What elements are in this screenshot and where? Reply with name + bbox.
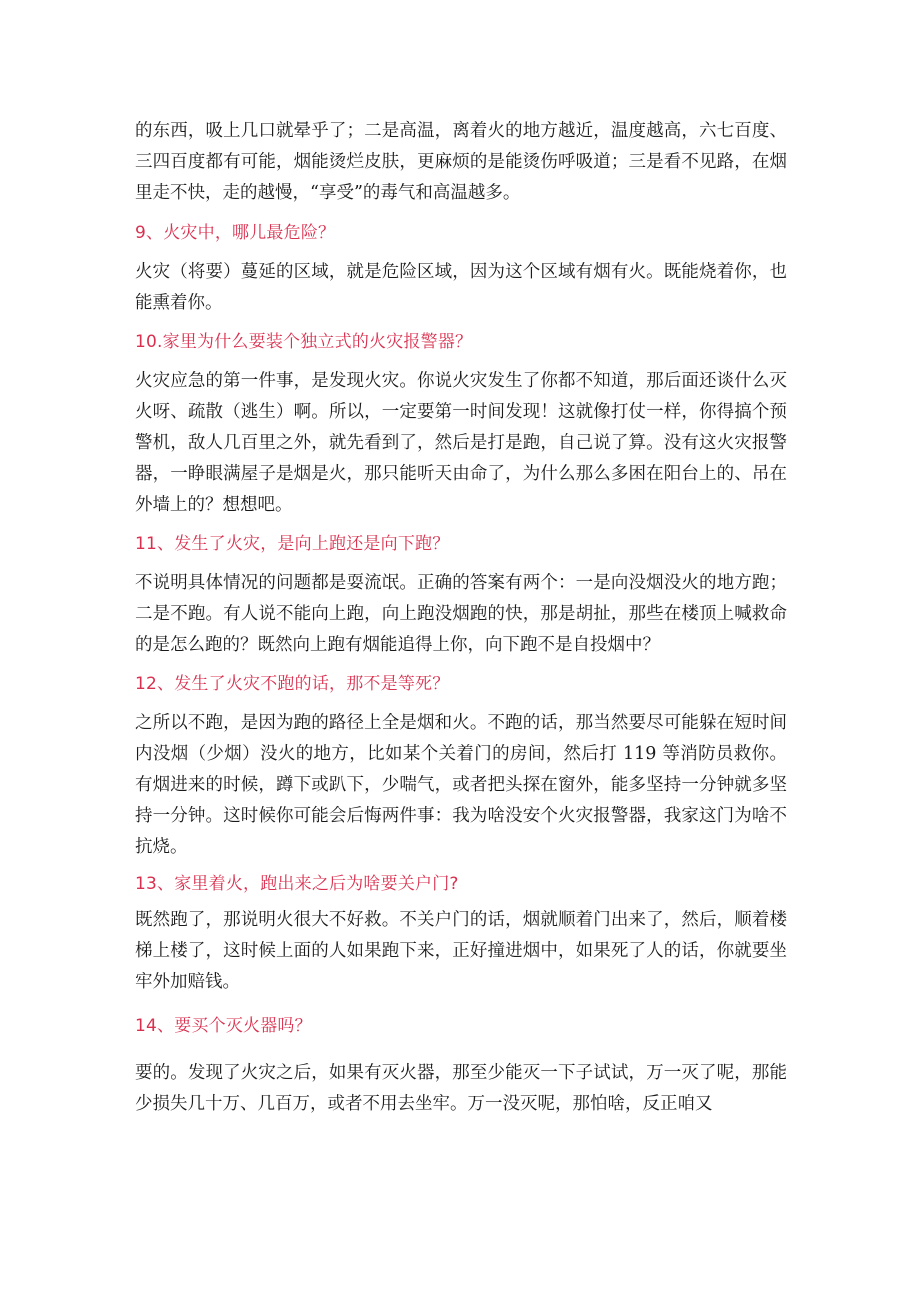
document-page	[135, 116, 787, 1120]
answer-paragraph-13: 既然跑了，那说明火很大不好救。不关户门的话，烟就顺着门出来了，然后，顺着楼梯上楼了，这时候上面的人如果跑下来，正好撞进烟中，如果死了人的话，你就要坐牢外加赔钱。	[135, 910, 787, 992]
question-heading-12: 12、发生了火灾不跑的话，那不是等死？	[135, 674, 450, 694]
answer-paragraph-12: 之所以不跑，是因为跑的路径上全是烟和火。不跑的话，那当然要尽可能躲在短时间内没烟（少烟）没火的地方，比如某个关着门的房间，然后打 119 等消防员救你。有烟进来的时候，蹲下或趴下，少喘气，或者把头探在窗外，能多坚持一分钟就多坚持一分钟。这时候你可能会后悔两件事：我为啥没安个火灾报警器，我家这门为啥不抗烧。	[135, 713, 787, 857]
question-heading-14: 14、要买个灭火器吗？	[135, 1016, 312, 1036]
answer-paragraph-14: 要的。发现了火灾之后，如果有灭火器，那至少能灭一下子试试，万一灭了呢，那能少损失几十万、几百万，或者不用去坐牢。万一没灭呢，那怕啥，反正咱又	[135, 1063, 787, 1114]
question-heading-11: 11、发生了火灾，是向上跑还是向下跑？	[135, 534, 450, 554]
intro-paragraph: 的东西，吸上几口就晕乎了；二是高温，离着火的地方越近，温度越高，六七百度、三四百度都有可能，烟能烫烂皮肤，更麻烦的是能烫伤呼吸道；三是看不见路，在烟里走不快，走的越慢，“享受”的毒气和高温越多。	[135, 121, 787, 203]
answer-paragraph-9: 火灾（将要）蔓延的区域，就是危险区域，因为这个区域有烟有火。既能烧着你，也能熏着你。	[135, 262, 787, 313]
answer-paragraph-11: 不说明具体情况的问题都是耍流氓。正确的答案有两个：一是向没烟没火的地方跑；二是不跑。有人说不能向上跑，向上跑没烟跑的快，那是胡扯，那些在楼顶上喊救命的是怎么跑的？既然向上跑有烟能追得上你，向下跑不是自投烟中？	[135, 573, 787, 655]
answer-paragraph-10: 火灾应急的第一件事，是发现火灾。你说火灾发生了你都不知道，那后面还谈什么灭火呀、疏散（逃生）啊。所以，一定要第一时间发现！这就像打仗一样，你得搞个预警机，敌人几百里之外，就先看到了，然后是打是跑，自己说了算。没有这火灾报警器，一睁眼满屋子是烟是火，那只能听天由命了，为什么那么多困在阳台上的、吊在外墙上的？想想吧。	[135, 371, 787, 515]
question-heading-10: 10.家里为什么要装个独立式的火灾报警器？	[135, 332, 473, 352]
question-heading-9: 9、火灾中，哪儿最危险？	[135, 223, 336, 243]
question-heading-13: 13、家里着火，跑出来之后为啥要关户门?	[135, 874, 459, 894]
